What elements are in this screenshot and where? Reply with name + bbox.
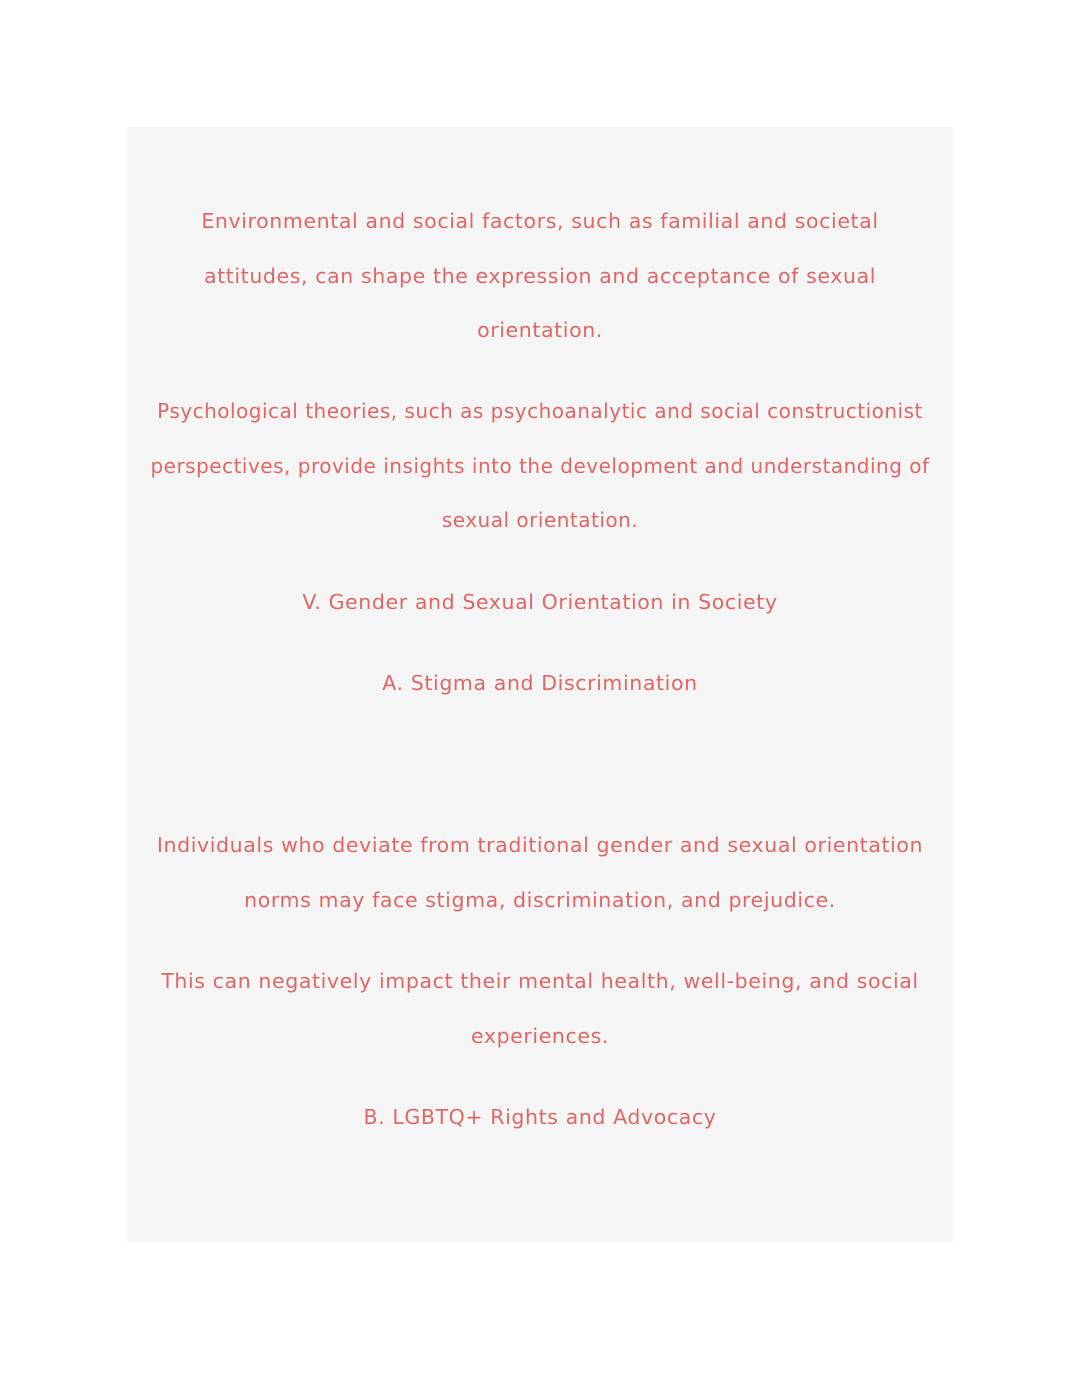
paragraph-psychological: Psychological theories, such as psychoanalytic and social constructionist perspectives, provide insights into the development and understanding of sexual orientation. xyxy=(150,399,930,532)
paragraph-individuals: Individuals who deviate from traditional gender and sexual orientation norms may face stigma, discrimination, and prejudice. xyxy=(156,833,924,912)
section-heading-v: V. Gender and Sexual Orientation in Society xyxy=(302,590,778,614)
paragraph-impact: This can negatively impact their mental health, well-being, and social experiences. xyxy=(161,969,919,1048)
subheading-a: A. Stigma and Discrimination xyxy=(382,671,698,695)
paragraph-environmental: Environmental and social factors, such as familial and societal attitudes, can shape the expression and acceptance of sexual orientation. xyxy=(201,209,879,342)
subheading-b: B. LGBTQ+ Rights and Advocacy xyxy=(363,1105,717,1129)
